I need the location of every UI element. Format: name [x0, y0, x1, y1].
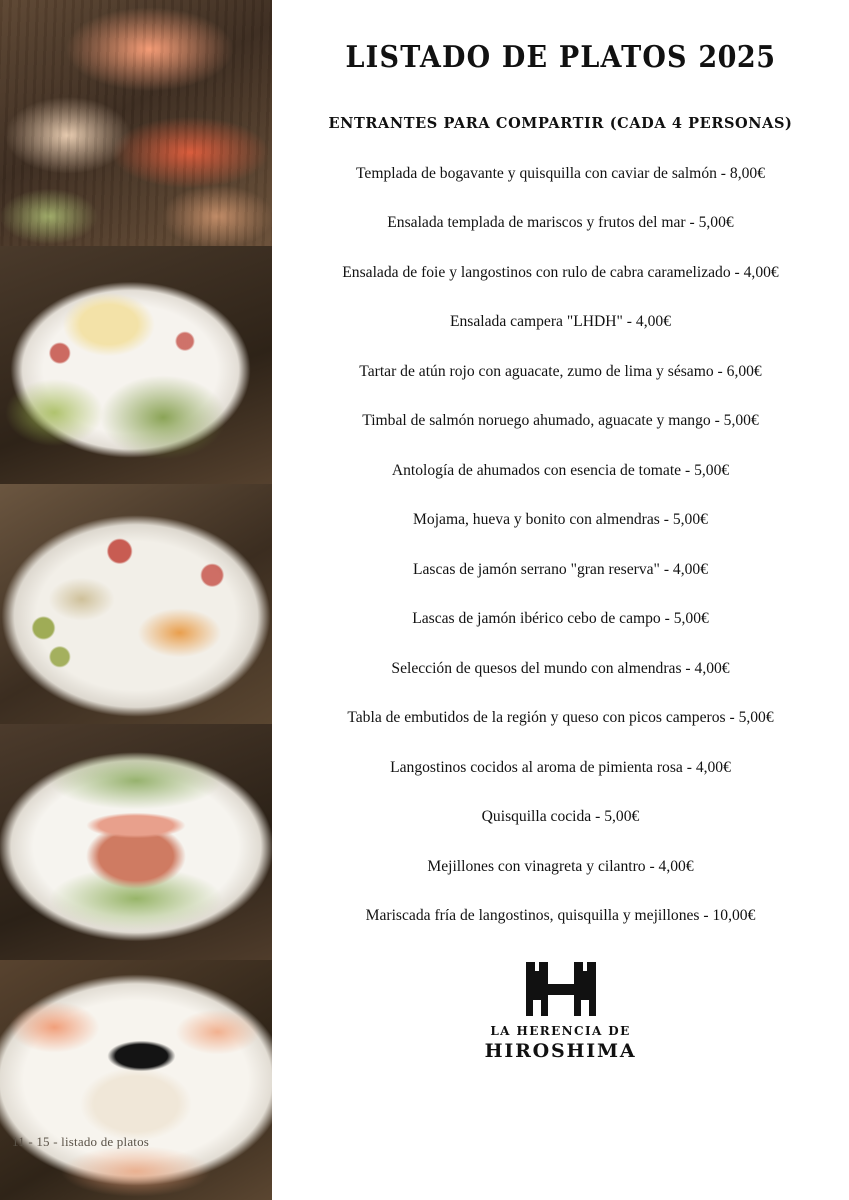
list-item: Templada de bogavante y quisquilla con caviar de salmón - 8,00€ — [356, 165, 765, 182]
photo-goat-cheese-salad — [0, 246, 272, 484]
list-item: Langostinos cocidos al aroma de pimienta rosa - 4,00€ — [390, 758, 731, 776]
list-item: Ensalada campera "LHDH" - 4,00€ — [449, 313, 671, 331]
photo-tuna-olive-salad — [0, 484, 272, 724]
page-title-text: LISTADO DE PLATOS — [345, 40, 688, 75]
list-item: Quisquilla cocida - 5,00€ — [481, 808, 640, 826]
list-item: Mojama, hueva y bonito con almendras - 5,00€ — [413, 511, 708, 529]
brand-name-line1: LA HERENCIA DE — [490, 1023, 631, 1038]
castle-icon — [524, 960, 598, 1016]
list-item: Timbal de salmón noruego ahumado, aguacate y mango - 5,00€ — [362, 412, 759, 430]
list-item: Tartar de atún rojo con aguacate, zumo de lima y sésamo - 6,00€ — [359, 362, 762, 380]
brand-logo — [296, 960, 825, 1062]
photo-lobster-prawn-platter — [0, 0, 272, 246]
page-caption: 11 - 15 - listado de platos — [12, 1134, 150, 1149]
photo-tuna-tartar — [0, 724, 272, 960]
brand-name-line2: HIROSHIMA — [484, 1039, 637, 1062]
photo-strip — [0, 0, 272, 1200]
list-item: Mejillones con vinagreta y cilantro - 4,00€ — [427, 857, 694, 875]
dish-list — [296, 132, 825, 926]
section-title: ENTRANTES PARA COMPARTIR (CADA 4 PERSONAS) — [328, 115, 793, 132]
list-item: Ensalada templada de mariscos y frutos del mar - 5,00€ — [387, 214, 734, 232]
list-item: Lascas de jamón ibérico cebo de campo - 5,00€ — [412, 610, 709, 628]
list-item: Lascas de jamón serrano "gran reserva" - 4,00€ — [412, 560, 709, 578]
list-item: Antología de ahumados con esencia de tomate - 5,00€ — [391, 461, 730, 479]
list-item: Tabla de embutidos de la región y queso con picos camperos - 5,00€ — [347, 709, 774, 727]
page-title — [346, 40, 776, 75]
page-title-year: 2025 — [698, 40, 776, 75]
menu-content — [272, 0, 849, 1200]
photo-salmon-caviar-timbale — [0, 960, 272, 1200]
list-item: Mariscada fría de langostinos, quisquilla y mejillones - 10,00€ — [365, 907, 756, 925]
list-item: Ensalada de foie y langostinos con rulo de cabra caramelizado - 4,00€ — [342, 263, 779, 281]
list-item: Selección de quesos del mundo con almendras - 4,00€ — [391, 659, 730, 677]
